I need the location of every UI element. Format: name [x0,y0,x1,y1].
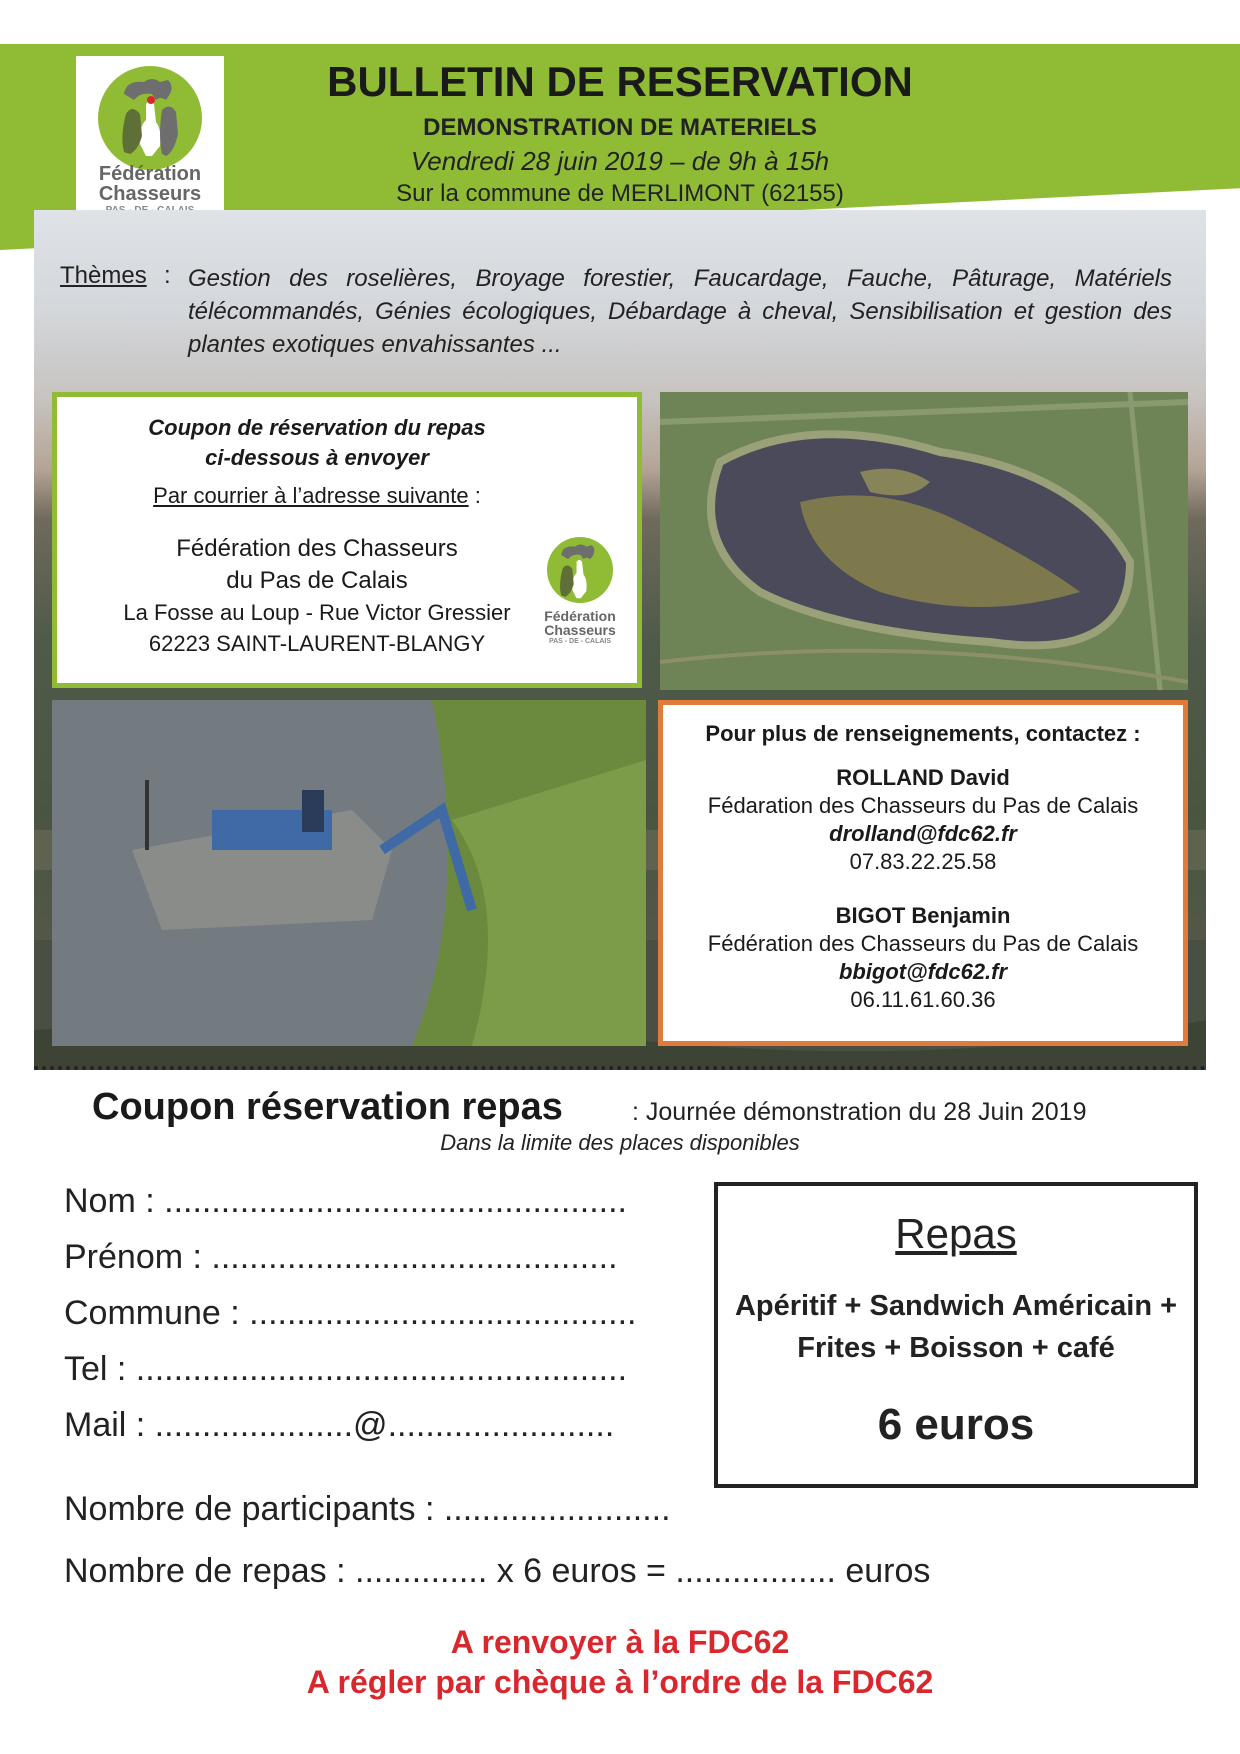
mailing-address-panel [52,392,642,688]
contact-2-phone: 06.11.61.60.36 [850,987,996,1012]
address-by-mail-colon: : [468,483,481,508]
address-street: La Fosse au Loup - Rue Victor Gressier [123,600,511,625]
contact-panel [658,700,1188,1046]
page-title: BULLETIN DE RESERVATION [327,58,913,105]
page-top-margin [0,0,1240,44]
meal-price: 6 euros [877,1400,1035,1449]
field-commune[interactable]: Commune : ......................................... [64,1294,637,1332]
federation-logo-small [535,537,625,657]
page-subtitle: DEMONSTRATION DE MATERIELS [423,114,817,141]
contact-heading: Pour plus de renseignements, contactez : [705,721,1141,746]
address-city: 62223 SAINT-LAURENT-BLANGY [148,631,486,656]
field-mail[interactable]: Mail : .....................@........................ [64,1406,615,1444]
coupon-note: Dans la limite des places disponibles [440,1130,800,1155]
logo-circle [98,66,202,170]
field-nombre-repas[interactable]: Nombre de repas : .............. x 6 euros = ................. euros [64,1552,931,1590]
event-location: Sur la commune de MERLIMONT (62155) [396,180,844,207]
meal-menu-line1: Apéritif + Sandwich Américain + [734,1290,1178,1322]
aerial-pond-illustration [660,392,1188,690]
coupon-title: Coupon réservation repas [92,1086,563,1128]
payment-instruction: A régler par chèque à l’ordre de la FDC62 [306,1664,934,1700]
themes-label: Thèmes [60,262,147,289]
logo-small-region: PAS - DE - CALAIS [548,638,612,645]
federation-logo [76,56,224,236]
animals-silhouette-icon [116,74,186,160]
field-tel[interactable]: Tel : .................................................... [64,1350,628,1388]
address-by-mail [57,483,577,509]
logo-text-chasseurs: Chasseurs [98,183,202,205]
address-title-line1: Coupon de réservation du repas [148,415,486,440]
address-by-mail-text: Par courrier à l’adresse suivante [153,483,469,508]
contact-2-name: BIGOT Benjamin [835,903,1011,928]
boat-illustration [52,700,646,1046]
animals-silhouette-small-icon [555,541,605,601]
contact-1-email[interactable]: drolland@fdc62.fr [829,821,1017,846]
meal-info-box [714,1182,1198,1488]
address-org-line2: du Pas de Calais [226,567,408,594]
contact-1-name: ROLLAND David [836,765,1010,790]
coupon-subtitle: : Journée démonstration du 28 Juin 2019 [632,1098,1087,1126]
return-instruction: A renvoyer à la FDC62 [450,1624,790,1660]
field-prenom[interactable]: Prénom : ........................................... [64,1238,618,1276]
logo-small-chasseurs: Chasseurs [544,622,616,638]
contact-1-phone: 07.83.22.25.58 [849,849,997,874]
logo-small-federation: Fédération [544,608,616,624]
address-org-line1: Fédération des Chasseurs [176,535,458,562]
field-nom[interactable]: Nom : ................................................. [64,1182,627,1220]
contact-2-email[interactable]: bbigot@fdc62.fr [838,959,1008,984]
meal-menu-line2: Frites + Boisson + café [797,1332,1115,1364]
cut-line-divider [34,1066,1206,1070]
event-date: Vendredi 28 juin 2019 – de 9h à 15h [410,146,830,176]
logo-text-federation: Fédération [98,163,202,185]
contact-1-org: Fédaration des Chasseurs du Pas de Calais [707,793,1139,818]
meal-heading: Repas [895,1210,1017,1257]
aerial-pond-photo [660,392,1188,690]
themes-list: Gestion des roselières, Broyage forestier, Faucardage, Fauche, Pâturage, Matériels télécommandés, Génies écologiques, Débardage à cheval, Sensibilisation et gestion des plantes exotiques envahissantes ... [188,265,1172,358]
themes-colon: : [164,262,171,289]
contact-2-org: Fédération des Chasseurs du Pas de Calais [707,931,1139,956]
amphibious-boat-photo [52,700,646,1046]
field-participants[interactable]: Nombre de participants : ........................ [64,1490,671,1528]
address-title-line2: ci-dessous à envoyer [205,445,429,470]
